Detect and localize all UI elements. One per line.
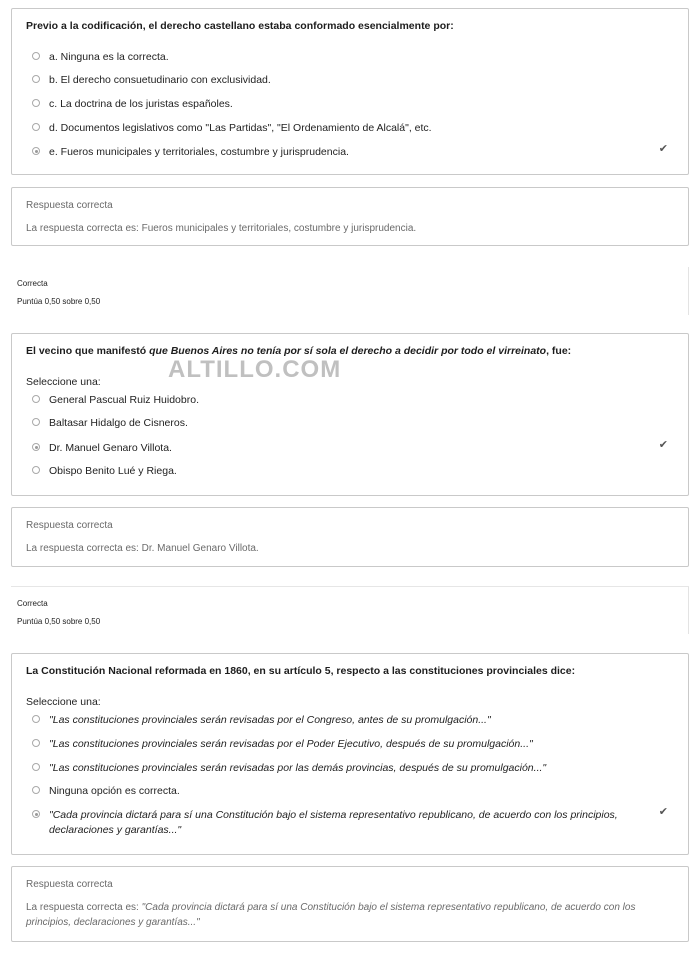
correct-check-icon: ✔ — [658, 806, 668, 818]
option-label: "Las constituciones provinciales serán revisadas por el Congreso, antes de su promulgación..." — [49, 714, 491, 726]
feedback-title: Respuesta correcta — [26, 200, 113, 211]
radio-button[interactable] — [32, 75, 40, 83]
top-divider — [11, 586, 689, 587]
radio-button[interactable] — [32, 786, 40, 794]
feedback-title: Respuesta correcta — [26, 879, 113, 890]
option-label: "Las constituciones provinciales serán revisadas por las demás provincias, después de su promulgación..." — [49, 762, 547, 774]
radio-button-selected[interactable] — [32, 147, 40, 155]
question-2-card — [11, 333, 689, 496]
select-one-label: Seleccione una: — [26, 376, 101, 388]
option-label: "Las constituciones provinciales serán revisadas por el Poder Ejecutivo, después de su promulgación..." — [49, 738, 533, 750]
radio-button[interactable] — [32, 123, 40, 131]
question-2-text-end: , fue: — [546, 345, 572, 357]
select-one-label: Seleccione una: — [26, 696, 101, 708]
option-label: b. El derecho consuetudinario con exclusividad. — [49, 74, 271, 86]
option-label: Dr. Manuel Genaro Villota. — [49, 442, 172, 454]
feedback-prefix: La respuesta correcta es: — [26, 902, 142, 913]
question-1-card — [11, 8, 689, 175]
option-label: c. La doctrina de los juristas españoles. — [49, 98, 233, 110]
correct-check-icon: ✔ — [658, 143, 668, 155]
status-text: Correcta — [17, 279, 48, 288]
radio-button[interactable] — [32, 418, 40, 426]
radio-button[interactable] — [32, 52, 40, 60]
option-label: General Pascual Ruiz Huidobro. — [49, 394, 199, 406]
radio-button[interactable] — [32, 715, 40, 723]
option-label: Ninguna opción es correcta. — [49, 785, 180, 797]
option-label: e. Fueros municipales y territoriales, costumbre y jurisprudencia. — [49, 146, 349, 158]
question-3-text: La Constitución Nacional reformada en 1860, en su artículo 5, respecto a las constituciones provinciales dice: — [26, 665, 576, 677]
feedback-text: La respuesta correcta es: Dr. Manuel Genaro Villota. — [26, 543, 259, 554]
radio-button-selected[interactable] — [32, 810, 40, 818]
question-1-info — [17, 275, 100, 311]
radio-button[interactable] — [32, 466, 40, 474]
question-2-text-start: El vecino que manifestó — [26, 345, 150, 357]
radio-button[interactable] — [32, 99, 40, 107]
question-1-text: Previo a la codificación, el derecho castellano estaba conformado esencialmente por: — [26, 20, 454, 32]
radio-button[interactable] — [32, 739, 40, 747]
question-3-card — [11, 653, 689, 855]
radio-button[interactable] — [32, 763, 40, 771]
question-1-feedback — [11, 187, 689, 246]
radio-button-selected[interactable] — [32, 443, 40, 451]
feedback-title: Respuesta correcta — [26, 520, 113, 531]
feedback-text — [26, 900, 666, 930]
feedback-answer: "Cada provincia dictará para sí una Constitución bajo el sistema representativo republicano, de acuerdo con los principios, declaraciones y garantías..." — [26, 902, 636, 928]
score-text: Puntúa 0,50 sobre 0,50 — [17, 617, 101, 626]
correct-check-icon: ✔ — [658, 439, 668, 451]
question-2-feedback — [11, 507, 689, 567]
score-text: Puntúa 0,50 sobre 0,50 — [17, 297, 101, 306]
option-label: Baltasar Hidalgo de Cisneros. — [49, 417, 188, 429]
watermark-logo: ALTILLO.COM — [168, 356, 342, 383]
status-text: Correcta — [17, 599, 48, 608]
option-label: "Cada provincia dictará para sí una Constitución bajo el sistema representativo republicano, de acuerdo con los principios, declaraciones y garantías..." — [49, 809, 618, 836]
question-3-feedback — [11, 866, 689, 942]
option-label: a. Ninguna es la correcta. — [49, 51, 169, 63]
option-label: Obispo Benito Lué y Riega. — [49, 465, 177, 477]
radio-button[interactable] — [32, 395, 40, 403]
feedback-text: La respuesta correcta es: Fueros municipales y territoriales, costumbre y jurisprudencia. — [26, 223, 417, 234]
question-2-info — [17, 595, 100, 631]
question-2-text-quote: que Buenos Aires no tenía por sí sola el derecho a decidir por todo el virreinato — [149, 345, 547, 357]
divider — [688, 267, 689, 315]
divider — [688, 586, 689, 634]
option-label: d. Documentos legislativos como "Las Partidas", "El Ordenamiento de Alcalá", etc. — [49, 122, 432, 134]
